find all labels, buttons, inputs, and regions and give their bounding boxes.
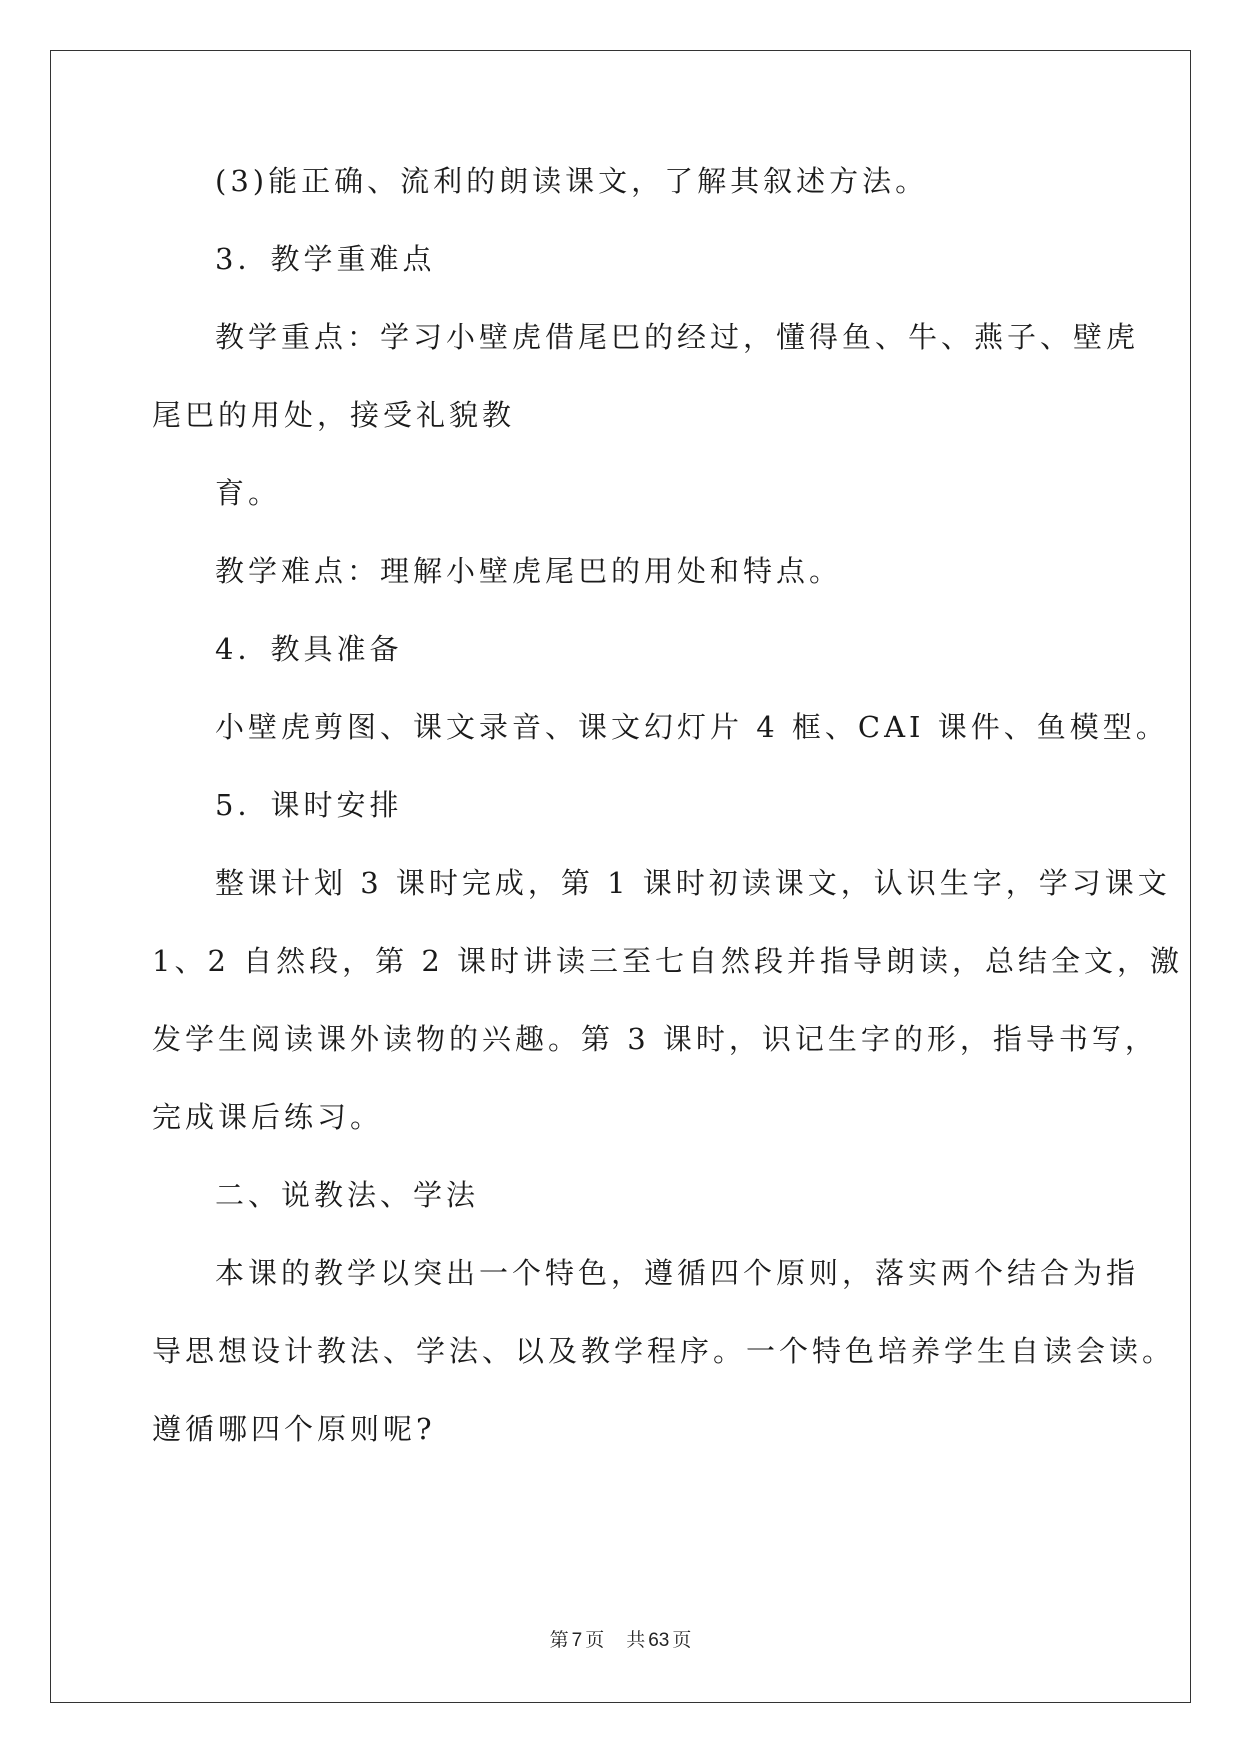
paragraph-line: 完成课后练习。	[152, 1100, 384, 1134]
paragraph-line: 小壁虎剪图、课文录音、课文幻灯片 4 框、CAI 课件、鱼模型。	[215, 710, 1169, 744]
total-pages-number: 63	[648, 1630, 670, 1651]
footer-page-unit: 页	[585, 1629, 605, 1651]
paragraph-line: 1、2 自然段，第 2 课时讲读三至七自然段并指导朗读，总结全文，激	[152, 944, 1184, 978]
paragraph-line: 教学难点：理解小壁虎尾巴的用处和特点。	[215, 554, 843, 588]
paragraph-line: 遵循哪四个原则呢?	[152, 1412, 436, 1446]
paragraph-line: 本课的教学以突出一个特色，遵循四个原则，落实两个结合为指	[215, 1256, 1140, 1290]
footer-prefix: 第	[549, 1629, 569, 1651]
paragraph-line: (3)能正确、流利的朗读课文，了解其叙述方法。	[215, 164, 929, 198]
current-page-number: 7	[571, 1630, 583, 1651]
paragraph-line: 整课计划 3 课时完成，第 1 课时初读课文，认识生字，学习课文	[215, 866, 1171, 900]
footer-total-prefix: 共	[626, 1629, 646, 1651]
paragraph-line: 教学重点：学习小壁虎借尾巴的经过，懂得鱼、牛、燕子、壁虎	[215, 320, 1140, 354]
paragraph-line: 尾巴的用处，接受礼貌教	[152, 398, 516, 432]
footer-total-unit: 页	[672, 1629, 692, 1651]
section-heading: 3．教学重难点	[215, 242, 436, 276]
section-heading: 二、说教法、学法	[215, 1178, 480, 1212]
section-heading: 4．教具准备	[215, 632, 403, 666]
document-body	[152, 162, 1184, 1488]
section-heading: 5．课时安排	[215, 788, 403, 822]
paragraph-line: 育。	[215, 476, 282, 510]
page-footer	[0, 1628, 1241, 1653]
paragraph-line: 导思想设计教法、学法、以及教学程序。一个特色培养学生自读会读。	[152, 1334, 1176, 1368]
paragraph-line: 发学生阅读课外读物的兴趣。第 3 课时，识记生字的形，指导书写，	[152, 1022, 1158, 1056]
